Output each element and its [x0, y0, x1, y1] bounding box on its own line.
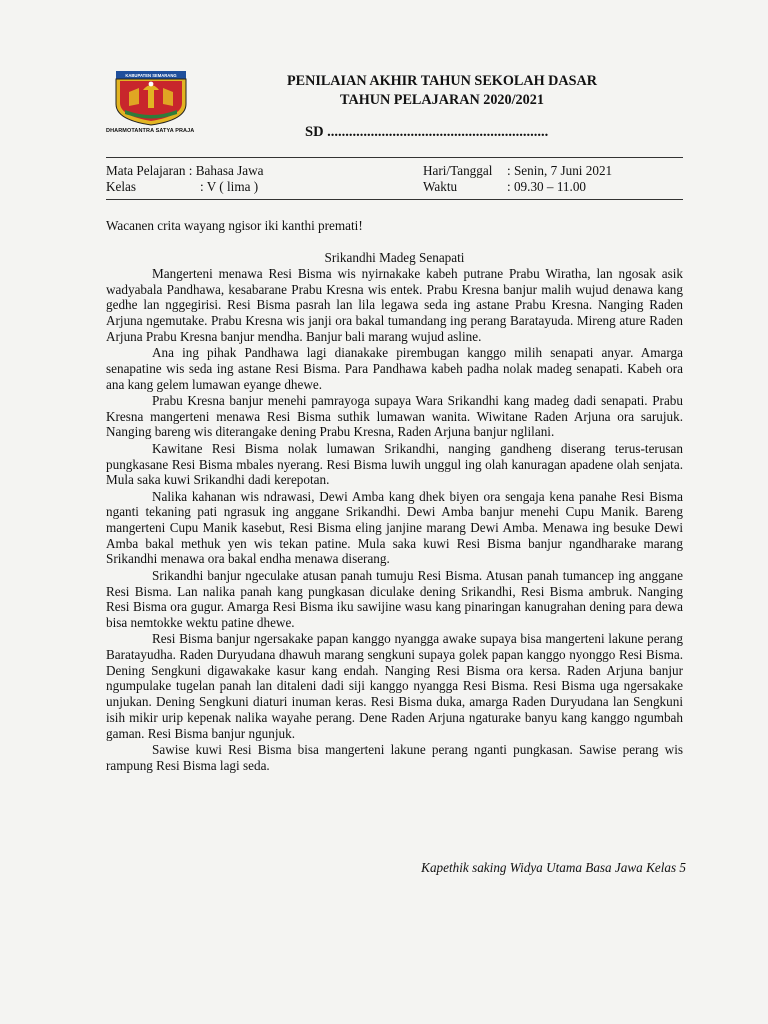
- story-body: [106, 266, 683, 774]
- story-paragraph: Sawise kuwi Resi Bisma bisa mangerteni lakune perang nganti pungkasan. Sawise perang wis rampung Resi Bisma lagi seda.: [106, 741, 683, 773]
- story-paragraph: Ana ing pihak Pandhawa lagi dianakake pirembugan kanggo milih senapati anyar. Amarga senapatine wis seda ing astane Resi Bisma. Para Pandhawa kabeh padha nolak madeg senapati. Kabeh ora ana kang gelem lumawan eyange dhewe.: [106, 345, 683, 392]
- logo-top-text: KABUPATEN SEMARANG: [125, 73, 177, 78]
- time-row: [423, 179, 586, 195]
- story-paragraph: Prabu Kresna banjur menehi pamrayoga supaya Wara Srikandhi kang madeg dadi senapati. Prabu Kresna mangerteni menawa Resi Bisma suthik lumawan wanita. Wiwitane Raden Arjuna ora sarujuk. Nanging bareng wis diterangake dening Prabu Kresna, Raden Arjuna banjur nglilani.: [106, 393, 683, 440]
- date-row: [423, 163, 612, 179]
- story-paragraph: Srikandhi banjur ngeculake atusan panah tumuju Resi Bisma. Atusan panah tumancep ing anggane Resi Bisma. Lan nalika panah kang pungkasan diculake dening Srikandhi, Resi Bisma ambruk. Nanging Resi Bisma ora gugur. Amarga Resi Bisma iku sawijine wasu kang pinaringan kanugrahan dening para dewa bisa nemtokke wektu patine dhewe.: [106, 567, 683, 630]
- school-name-field: SD .............................................................: [305, 124, 549, 140]
- story-paragraph: Kawitane Resi Bisma nolak lumawan Srikandhi, nanging gandheng diserang terus-terusan pungkasane Resi Bisma mbales nyerang. Resi Bisma luwih unggul ing olah kanuragan apadene olah senjata. Mula saka kuwi Srikandhi dadi kerepotan.: [106, 440, 683, 488]
- logo-caption: DHARMOTANTRA SATYA PRAJA: [106, 128, 195, 134]
- subject-value: : Bahasa Jawa: [188, 163, 264, 178]
- class-value: : V ( lima ): [200, 179, 259, 194]
- header-title-line1: PENILAIAN AKHIR TAHUN SEKOLAH DASAR: [286, 73, 598, 89]
- date-label: Hari/Tanggal: [423, 163, 493, 178]
- subject-row: [106, 163, 263, 179]
- time-value: : 09.30 – 11.00: [507, 179, 587, 194]
- bottom-divider: [106, 199, 683, 200]
- story-paragraph: Mangerteni menawa Resi Bisma wis nyirnakake kabeh putrane Prabu Wiratha, lan ngosak asik wadyabala Pandhawa, kesabarane Prabu Kresna wis entek. Prabu Kresna banjur malih wujud denawa kang gedhe lan nggegirisi. Resi Bisma pasrah lan lila legawa seda ing astane Prabu Kresna. Nanging Raden Arjuna ngemutake. Prabu Kresna wis janji ora bakal tumandang ing perang Baratayuda. Mireng ature Raden Arjuna Prabu Kresna banjur mendha. Banjur bali marang wujud asline.: [106, 266, 683, 344]
- story-paragraph: Nalika kahanan wis ndrawasi, Dewi Amba kang dhek biyen ora sengaja kena panahe Resi Bisma nganti tekaning pati ngrasuk ing anggane Srikandhi. Dewi Amba banjur menehi Cupu Manik. Bareng mangerteni Cupu Manik kasebut, Resi Bisma eling janjine marang Dewi Amba. Menawa ing besuke Dewi Amba bakal methuk yen wis tekan patine. Mula saka kuwi Resi Bisma banjur ngandharake marang Srikandhi menawa ora bakal endha menawa diserang.: [106, 488, 683, 567]
- source-citation: Kapethik saking Widya Utama Basa Jawa Kelas 5: [421, 860, 686, 875]
- school-logo: [106, 70, 200, 134]
- top-divider: [106, 157, 683, 158]
- exam-header: [222, 72, 662, 110]
- instruction-text: Wacanen crita wayang ngisor iki kanthi premati!: [106, 218, 363, 233]
- story-title: Srikandhi Madeg Senapati: [324, 250, 465, 265]
- date-value: : Senin, 7 Juni 2021: [507, 163, 613, 178]
- story-paragraph: Resi Bisma banjur ngersakake papan kanggo nyangga awake supaya bisa mangerteni lakune perang Baratayudha. Raden Duryudana dhawuh marang sengkuni supaya golek papan kanggo nyonggo Resi Bisma. Dening Sengkuni digawakake kasur kang endah. Nanging Resi Bisma ora kersa. Raden Arjuna banjur ngumpulake tugelan panah lan ditaleni dadi siji kanggo nyangga Resi Bisma. Resi Bisma uga ngersakake unjukan. Dening Sengkuni diaturi inuman keras. Resi Bisma duka, amarga Raden Duryudana lan Sengkuni isih mikir urip kepenak nalika wayahe perang. Dene Raden Arjuna ngaturake banyu kang kanggo ngumbah gaman. Resi Bisma banjur ngunjuk.: [106, 631, 683, 741]
- header-title-line2: TAHUN PELAJARAN 2020/2021: [340, 92, 544, 108]
- class-row: [106, 179, 258, 195]
- subject-label: Mata Pelajaran: [106, 163, 186, 178]
- kabupaten-semarang-emblem-icon: [115, 70, 187, 126]
- class-label: Kelas: [106, 179, 137, 194]
- time-label: Waktu: [423, 179, 458, 194]
